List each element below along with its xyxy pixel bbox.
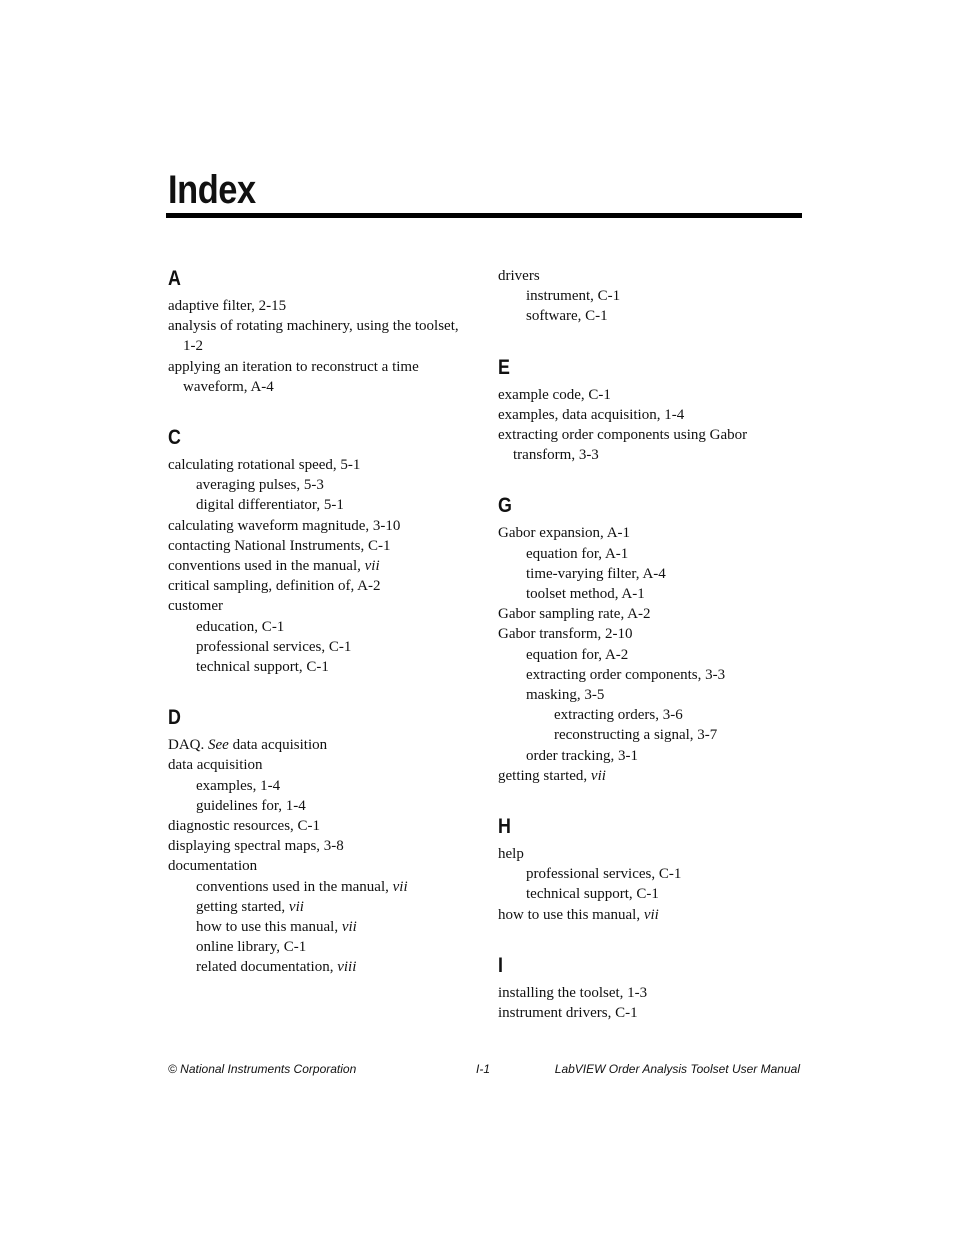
index-section — [498, 266, 798, 327]
index-entry — [498, 844, 798, 864]
footer-manual-title: LabVIEW Order Analysis Toolset User Manual — [554, 1062, 800, 1076]
index-entry — [168, 957, 468, 977]
index-entry — [498, 685, 798, 705]
index-section — [168, 266, 468, 397]
entry-text: data acquisition — [168, 757, 263, 774]
index-entry — [498, 425, 798, 465]
entry-text: equation for, A-1 — [526, 545, 629, 562]
entry-text: analysis of rotating machinery, using the toolset, 1-2 — [168, 318, 459, 355]
index-entry — [168, 495, 468, 515]
section-letter: D — [168, 706, 181, 730]
index-entry — [168, 475, 468, 495]
entry-text: extracting orders, 3-6 — [554, 707, 683, 724]
index-entry — [498, 645, 798, 665]
entry-text: examples, 1-4 — [196, 777, 281, 794]
entry-text: vii — [288, 898, 304, 915]
index-entry — [168, 917, 468, 937]
entry-text: help — [498, 846, 524, 863]
index-entry — [498, 523, 798, 543]
entry-text: getting started, — [196, 898, 289, 915]
index-entry — [168, 776, 468, 796]
entry-text: averaging pulses, 5-3 — [196, 477, 324, 494]
entry-text: guidelines for, 1-4 — [196, 797, 306, 814]
entry-text: Gabor sampling rate, A-2 — [498, 606, 651, 623]
section-letter: G — [498, 494, 512, 518]
index-entry — [168, 836, 468, 856]
index-entry — [168, 296, 468, 316]
entry-text: education, C-1 — [196, 618, 285, 635]
index-entry — [168, 856, 468, 876]
footer-page-number: I-1 — [476, 1062, 491, 1076]
footer-copyright: © National Instruments Corporation — [168, 1062, 357, 1076]
entry-text: calculating waveform magnitude, 3-10 — [168, 517, 401, 534]
index-entry — [168, 637, 468, 657]
index-entry — [168, 357, 468, 397]
index-column-left — [168, 266, 468, 1006]
index-section — [498, 953, 798, 1023]
entry-text: viii — [337, 959, 357, 976]
entry-text: extracting order components, 3-3 — [526, 666, 726, 683]
entry-text: getting started, — [498, 767, 591, 784]
index-entry — [498, 286, 798, 306]
entry-text: masking, 3-5 — [526, 687, 605, 704]
entry-text: instrument drivers, C-1 — [498, 1005, 638, 1022]
entry-text: DAQ. — [168, 737, 208, 754]
index-entry — [498, 884, 798, 904]
index-entry — [168, 937, 468, 957]
index-entry — [498, 705, 798, 725]
section-letter: C — [168, 426, 181, 450]
section-letter: A — [168, 267, 181, 290]
entry-text: how to use this manual, — [196, 919, 342, 936]
title-rule — [166, 213, 802, 218]
page-title: Index — [168, 168, 256, 212]
entry-text: vii — [392, 878, 408, 895]
entry-text: diagnostic resources, C-1 — [168, 818, 321, 835]
index-section — [168, 705, 468, 977]
entry-text: order tracking, 3-1 — [526, 747, 639, 764]
entry-text: data acquisition — [228, 737, 328, 754]
index-section — [498, 493, 798, 786]
entry-text: adaptive filter, 2-15 — [168, 298, 287, 314]
entry-text: calculating rotational speed, 5-1 — [168, 457, 361, 474]
entry-text: conventions used in the manual, — [196, 878, 393, 895]
entry-text: vii — [341, 919, 357, 936]
index-entry — [168, 576, 468, 596]
index-entry — [168, 657, 468, 677]
entry-text: critical sampling, definition of, A-2 — [168, 578, 381, 595]
entry-text: equation for, A-2 — [526, 646, 629, 663]
section-letter: H — [498, 815, 511, 839]
index-entry — [498, 1003, 798, 1023]
entry-text: contacting National Instruments, C-1 — [168, 537, 391, 554]
index-entry — [498, 624, 798, 644]
index-entry — [168, 596, 468, 616]
entry-text: toolset method, A-1 — [526, 586, 645, 603]
entry-text: professional services, C-1 — [196, 638, 352, 655]
entry-text: documentation — [168, 858, 258, 875]
entry-text: displaying spectral maps, 3-8 — [168, 838, 344, 855]
entry-text: related documentation, — [196, 959, 338, 976]
entry-text: digital differentiator, 5-1 — [196, 497, 344, 514]
index-section — [168, 425, 468, 677]
index-entry — [168, 796, 468, 816]
index-entry — [168, 316, 468, 356]
entry-text: examples, data acquisition, 1-4 — [498, 406, 685, 423]
entry-text: customer — [168, 598, 223, 615]
entry-text: software, C-1 — [526, 308, 608, 325]
index-entry — [498, 544, 798, 564]
section-letter: I — [498, 953, 503, 977]
entry-text: professional services, C-1 — [526, 866, 682, 883]
index-entry — [168, 877, 468, 897]
index-entry — [498, 405, 798, 425]
entry-text: See — [208, 737, 229, 754]
index-entry — [168, 536, 468, 556]
entry-text: Gabor transform, 2-10 — [498, 626, 633, 643]
entry-text: example code, C-1 — [498, 386, 611, 403]
entry-text: vii — [643, 906, 659, 923]
index-entry — [498, 266, 798, 286]
entry-text: how to use this manual, — [498, 906, 644, 923]
index-entry — [498, 564, 798, 584]
entry-text: online library, C-1 — [196, 939, 307, 956]
index-column-right — [498, 266, 798, 1051]
index-entry — [168, 617, 468, 637]
index-section — [498, 814, 798, 925]
entry-text: vii — [590, 767, 606, 784]
index-entry — [168, 735, 468, 755]
entry-text: instrument, C-1 — [526, 288, 621, 305]
index-section — [498, 355, 798, 466]
entry-text: time-varying filter, A-4 — [526, 565, 666, 582]
section-letter: E — [498, 355, 510, 379]
entry-text: extracting order components using Gabor transform, 3-3 — [498, 427, 748, 464]
index-entry — [498, 604, 798, 624]
entry-text: technical support, C-1 — [526, 886, 659, 903]
entry-text: vii — [364, 558, 380, 575]
index-entry — [168, 816, 468, 836]
index-entry — [498, 905, 798, 925]
index-entry — [498, 864, 798, 884]
index-entry — [168, 755, 468, 775]
index-entry — [168, 455, 468, 475]
entry-text: drivers — [498, 268, 540, 284]
index-entry — [498, 385, 798, 405]
index-entry — [498, 725, 798, 745]
entry-text: technical support, C-1 — [196, 659, 329, 676]
entry-text: reconstructing a signal, 3-7 — [554, 727, 718, 744]
entry-text: conventions used in the manual, — [168, 558, 365, 575]
index-entry — [168, 556, 468, 576]
index-entry — [498, 766, 798, 786]
index-entry — [498, 306, 798, 326]
index-entry — [498, 983, 798, 1003]
index-entry — [498, 584, 798, 604]
entry-text: Gabor expansion, A-1 — [498, 525, 631, 542]
index-entry — [498, 665, 798, 685]
index-entry — [498, 746, 798, 766]
index-entry — [168, 516, 468, 536]
entry-text: installing the toolset, 1-3 — [498, 984, 648, 1001]
index-entry — [168, 897, 468, 917]
entry-text: applying an iteration to reconstruct a time waveform, A-4 — [168, 358, 419, 395]
